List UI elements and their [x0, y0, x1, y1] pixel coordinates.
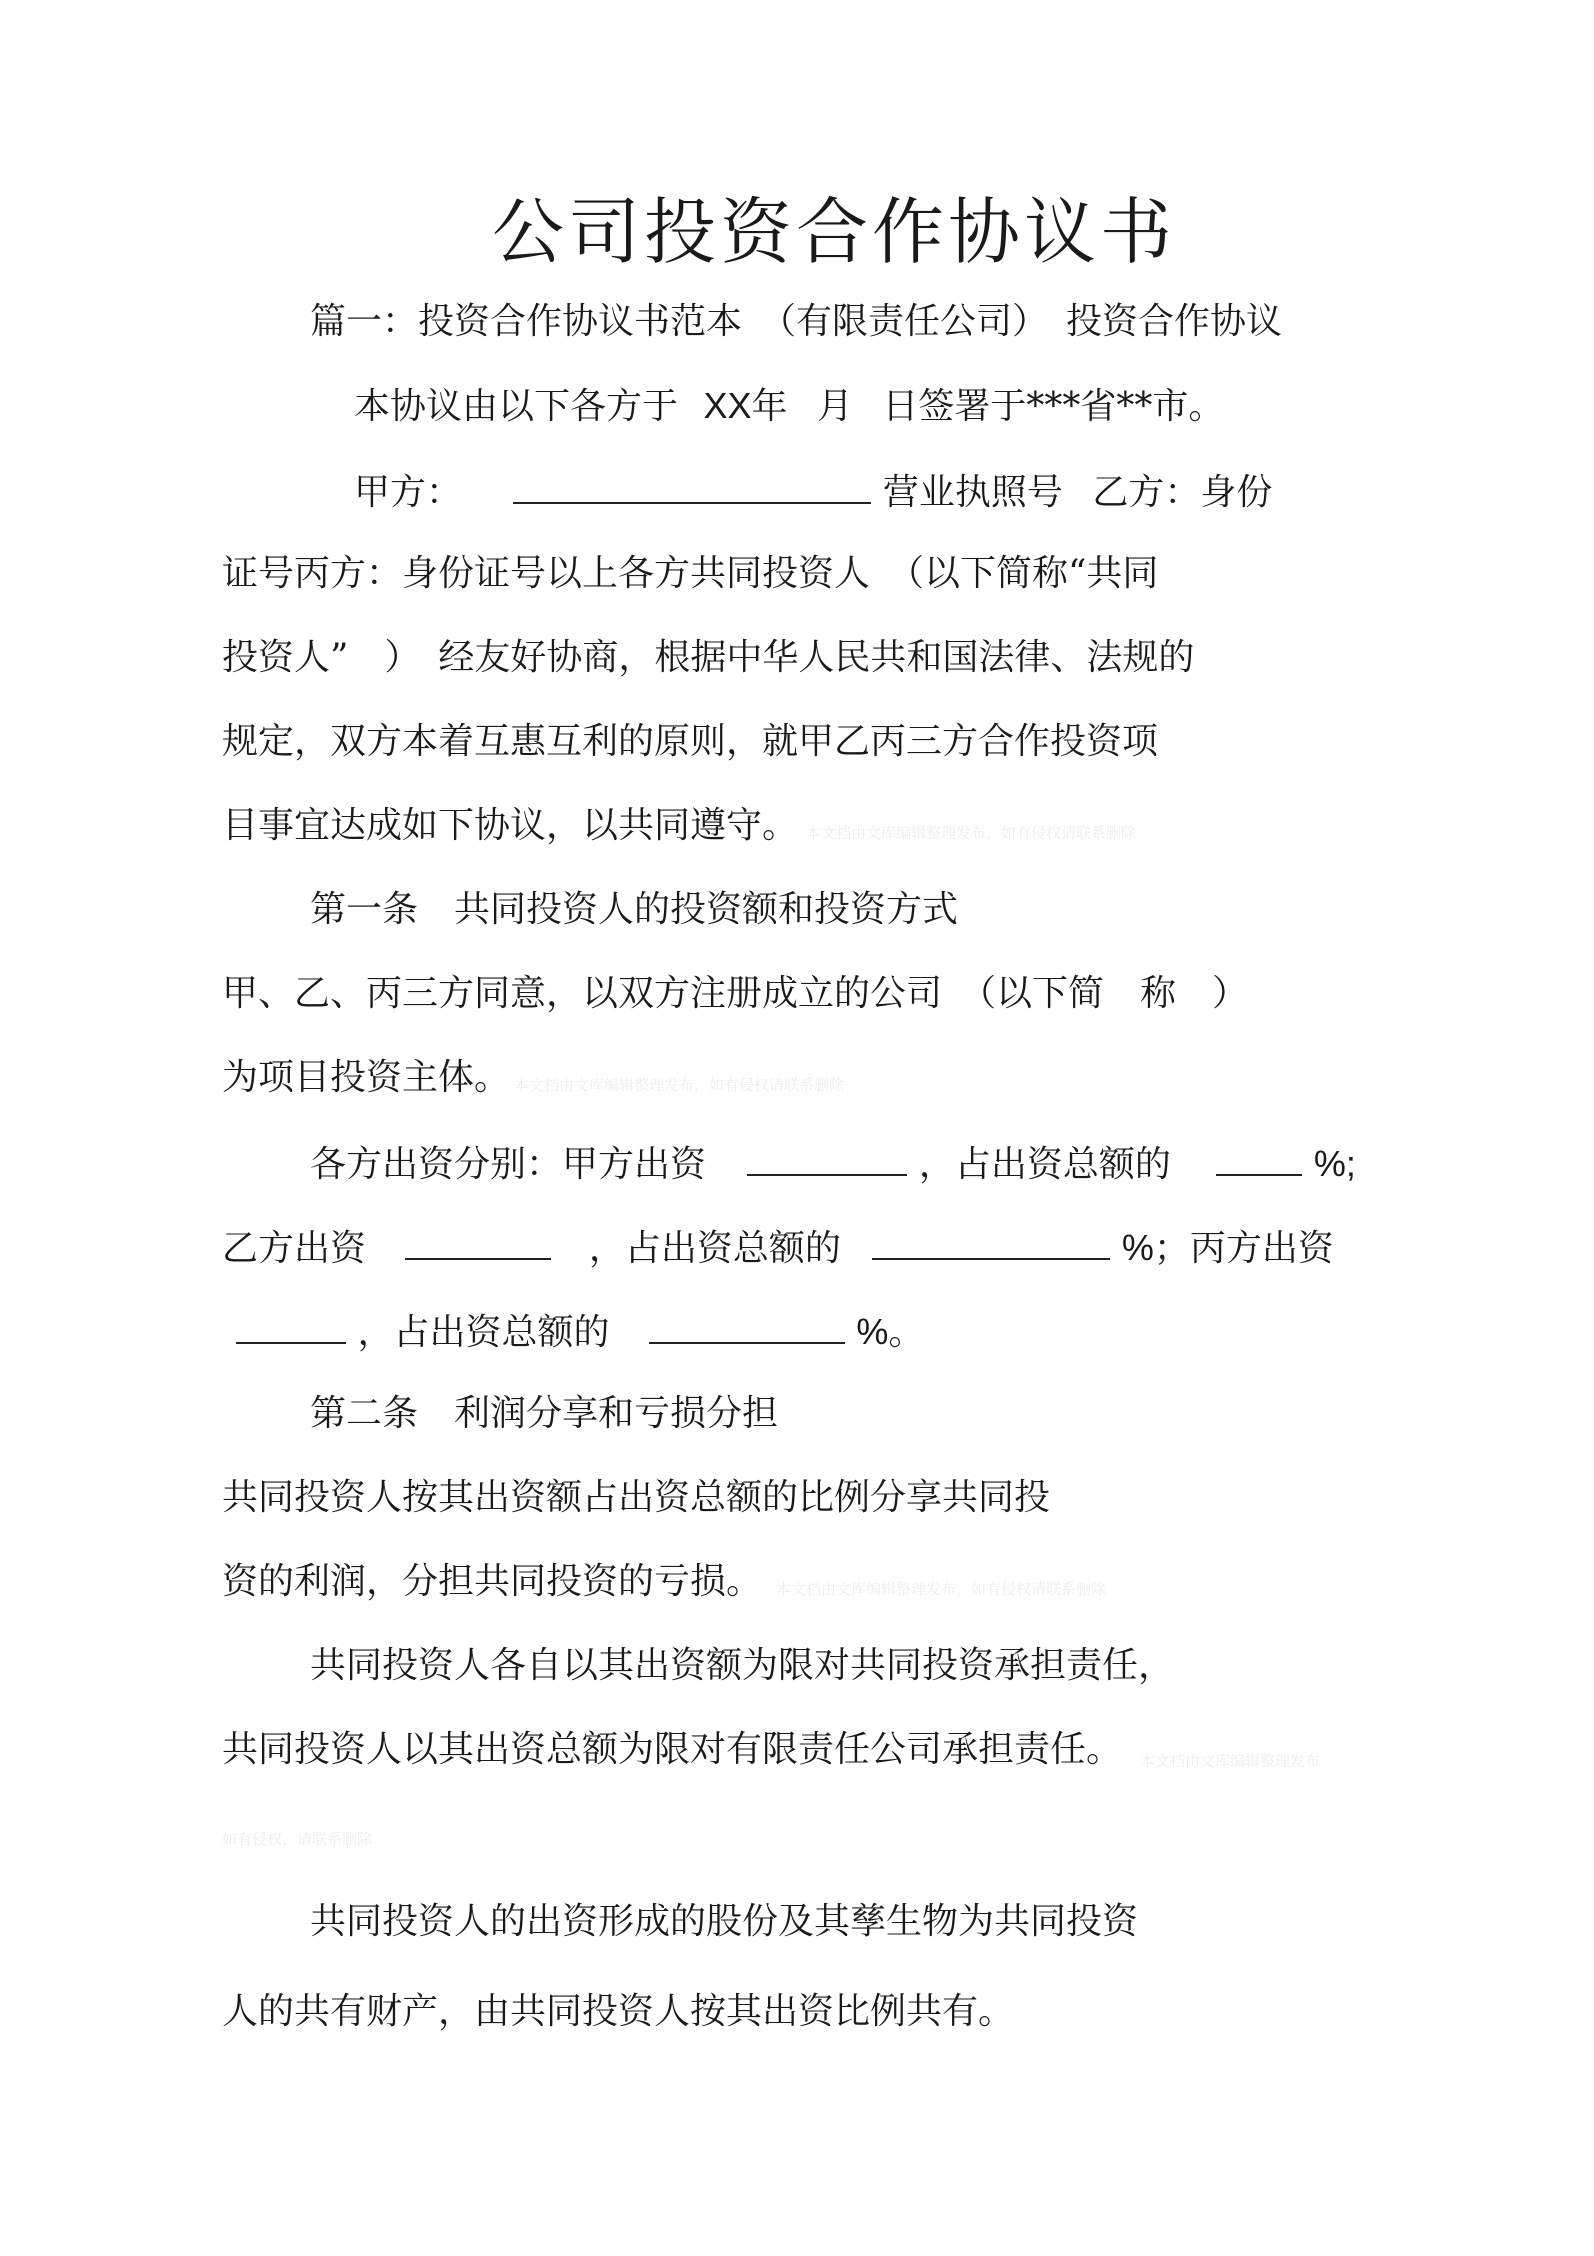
contrib-b-share: ，占出资总额的: [588, 1228, 841, 1269]
paragraph-line: 共同投资人按其出资额占出资总额的比例分享共同投: [222, 1477, 1051, 1518]
intro-month: 月: [816, 386, 853, 427]
paragraph-line: 共同投资人各自以其出资额为限对共同投资承担责任，: [310, 1645, 1175, 1686]
paragraph-line: 资的利润，分担共同投资的亏损。: [222, 1561, 763, 1602]
contrib-c-share: ，占出资总额的: [357, 1312, 610, 1353]
page-title: 公司投资合作协议书: [492, 190, 1177, 274]
contrib-a-amount-blank: [747, 1140, 907, 1176]
contrib-pct-semi2: %；丙方出资: [1121, 1227, 1334, 1268]
paragraph-line: 投资人” ） 经友好协商，根据中华人民共和国法律、法规的: [222, 637, 1195, 678]
intro-year: XX年: [703, 385, 788, 426]
faint-watermark: 如有侵权，请联系删除: [222, 1830, 373, 1848]
intro-line: [354, 384, 1224, 429]
faint-watermark: 本文档由文库编辑整理发布，如有侵权请联系删除: [514, 1076, 845, 1094]
paragraph-line: 规定，双方本着互惠互利的原则，就甲乙丙三方合作投资项: [222, 721, 1159, 762]
paragraph-line: 共同投资人以其出资总额为限对有限责任公司承担责任。: [222, 1729, 1123, 1770]
contribution-line-3: [236, 1308, 924, 1355]
subtitle: 篇一：投资合作协议书范本 （有限责任公司） 投资合作协议: [310, 301, 1283, 342]
party-jia-label: 甲方：: [354, 472, 463, 513]
faint-watermark: 本文档由文库编辑整理发布，如有侵权请联系删除: [776, 1580, 1107, 1598]
article-2-heading: 第二条 利润分享和亏损分担: [310, 1393, 779, 1434]
contrib-a-pct-blank: [1216, 1140, 1302, 1176]
jia-name-blank: [513, 468, 871, 504]
faint-watermark: 本文档由文库编辑整理发布，如有侵权请联系删除: [806, 824, 1137, 842]
contrib-c-pct-blank: [649, 1308, 845, 1344]
contrib-b-pct-blank: [872, 1224, 1110, 1260]
article-1-heading: 第一条 共同投资人的投资额和投资方式: [310, 889, 959, 930]
contribution-line-2: [222, 1224, 1334, 1271]
contrib-pct-semi: %;: [1313, 1143, 1356, 1184]
contrib-a-label: 各方出资分别：甲方出资: [310, 1144, 707, 1185]
paragraph-line: 为项目投资主体。: [222, 1057, 511, 1098]
intro-day: 日签署于***省**市。: [882, 386, 1225, 427]
contrib-pct-end: %。: [856, 1311, 925, 1352]
paragraph-line: 人的共有财产，由共同投资人按其出资比例共有。: [222, 1991, 1015, 2032]
paragraph-line: 证号丙方：身份证号以上各方共同投资人 （以下简称“共同: [222, 553, 1159, 594]
paragraph-line: 甲、乙、丙三方同意，以双方注册成立的公司 （以下简 称 ）: [222, 973, 1249, 1014]
contrib-b-amount-blank: [405, 1224, 551, 1260]
contrib-share-label: ，占出资总额的: [918, 1144, 1171, 1185]
contrib-c-amount-blank: [236, 1308, 346, 1344]
contrib-b-label: 乙方出资: [222, 1228, 367, 1269]
party-yi-label: 乙方：身份: [1092, 472, 1273, 513]
faint-watermark: 本文档由文库编辑整理发布: [1140, 1752, 1321, 1770]
license-label: 营业执照号: [882, 472, 1063, 513]
contribution-line-1: [310, 1140, 1356, 1187]
parties-line: [354, 468, 1272, 515]
paragraph-line: 目事宜达成如下协议，以共同遵守。: [222, 805, 799, 846]
paragraph-line: 共同投资人的出资形成的股份及其孳生物为共同投资: [310, 1901, 1139, 1942]
intro-part1: 本协议由以下各方于: [354, 386, 679, 427]
